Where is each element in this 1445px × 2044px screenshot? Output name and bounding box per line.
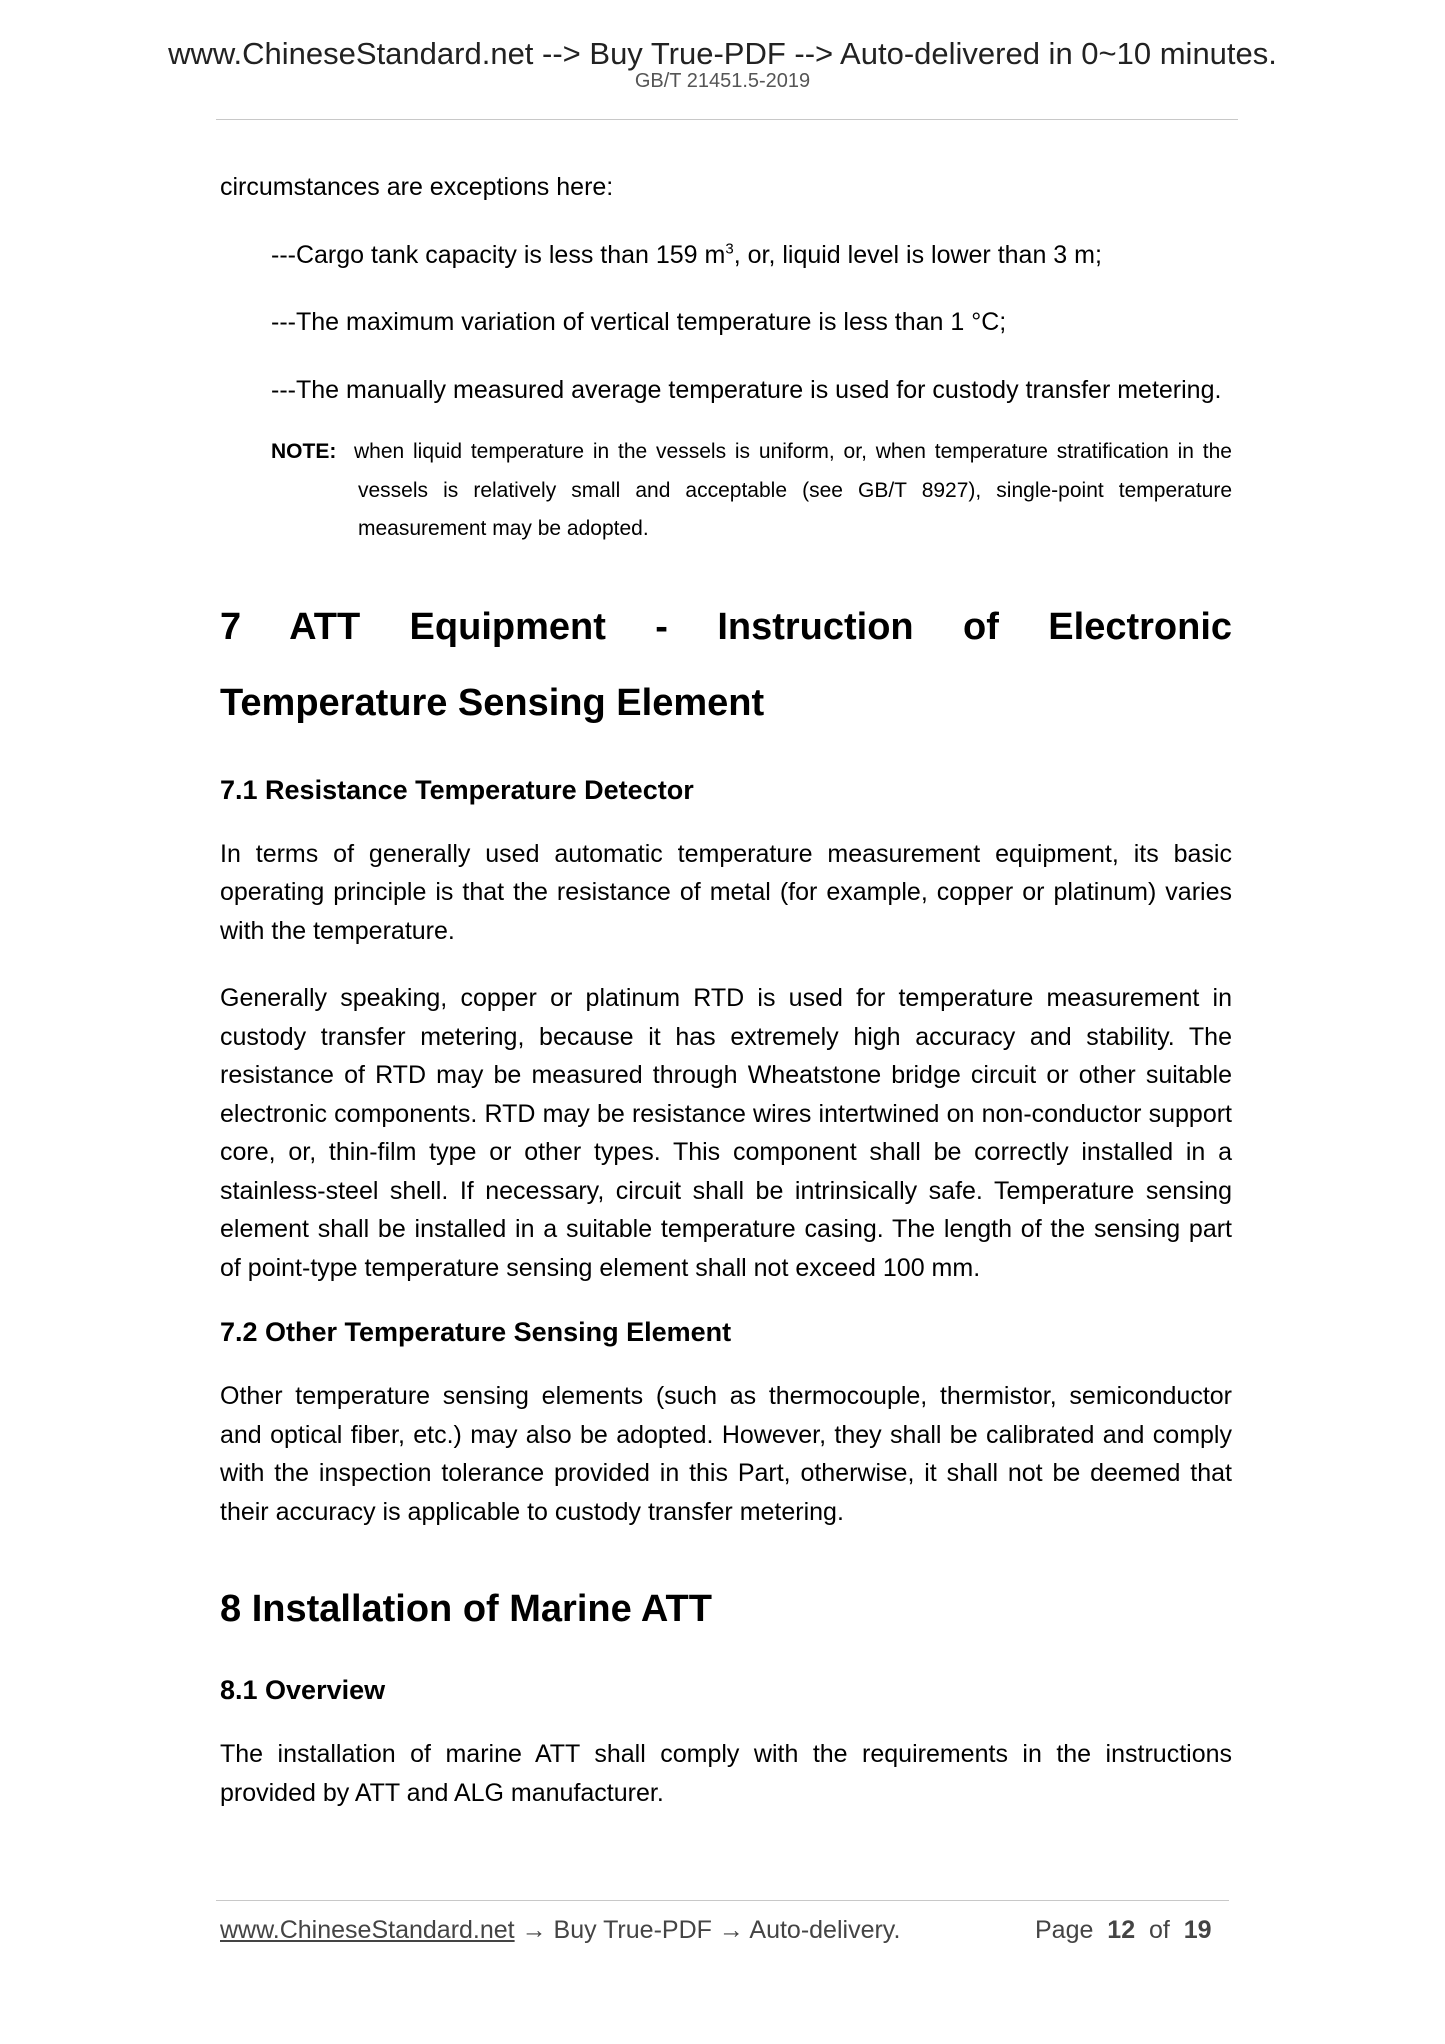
note-paragraph [220, 433, 1232, 549]
page-label: Page [1035, 1916, 1094, 1944]
intro-line: circumstances are exceptions here: [220, 173, 614, 201]
heading-word: ATT [289, 605, 361, 648]
section-8-1-title: 8.1 Overview [220, 1675, 386, 1705]
heading-word: of [963, 605, 999, 648]
section-7-title-line-2: Temperature Sensing Element [220, 681, 765, 724]
note-text: when liquid temperature in the vessels is uniform, or, when temperature stratification in the vessels is relatively small and acceptable (see GB/T 8927), single-point temperature measurement may be adopted. [353, 440, 1232, 540]
footer-tail: → Buy True-PDF → Auto-delivery. [514, 1916, 901, 1944]
exception-item-1 [220, 236, 1232, 275]
section-7-title-line-1 [220, 589, 1232, 665]
section-7-1-paragraph-2: Generally speaking, copper or platinum RTD is used for temperature measurement in custody transfer metering, because it has extremely high accuracy and stability. The resistance of RTD may be measured through Wheatstone bridge circuit or other suitable electronic components. RTD may be resistance wires intertwined on non-conductor support core, or, thin-film type or other types. This component shall be correctly installed in a stainless-steel shell. If necessary, circuit shall be intrinsically safe. Temperature sensing element shall be installed in a suitable temperature casing. The length of the sensing part of point-type temperature sensing element shall not exceed 100 mm. [220, 984, 1232, 1282]
superscript-3: 3 [725, 240, 734, 258]
exception-item-2: ---The maximum variation of vertical temperature is less than 1 °C; [271, 308, 1007, 336]
section-7-1-title: 7.1 Resistance Temperature Detector [220, 774, 694, 805]
section-7-2-paragraph-1: Other temperature sensing elements (such as thermocouple, thermistor, semiconductor and optical fiber, etc.) may also be adopted. However, they shall be calibrated and comply with the inspection tolerance provided in this Part, otherwise, it shall not be deemed that their accuracy is applicable to custody transfer metering. [220, 1382, 1232, 1526]
exception-item-3: ---The manually measured average temperature is used for custody transfer metering. [271, 375, 1222, 404]
heading-word: - [655, 605, 668, 648]
section-7-2-title: 7.2 Other Temperature Sensing Element [220, 1317, 732, 1347]
page-total: 19 [1183, 1916, 1212, 1944]
page-of: of [1149, 1916, 1170, 1944]
site-banner: www.ChineseStandard.net --> Buy True-PDF --> Auto-delivered in 0~10 minutes. [168, 36, 1277, 71]
note-label: NOTE: [271, 440, 337, 463]
section-7-1-paragraph-1: In terms of generally used automatic temperature measurement equipment, its basic operating principle is that the resistance of metal (for example, copper or platinum) varies with the temperature. [220, 839, 1232, 945]
section-8-title: 8 Installation of Marine ATT [220, 1588, 712, 1630]
heading-word: Equipment [409, 605, 606, 648]
footer-text [220, 1916, 900, 1945]
header-divider [216, 119, 1238, 120]
section-8-1-paragraph-1: The installation of marine ATT shall comply with the requirements in the instructions provided by ATT and ALG manufacturer. [220, 1740, 1232, 1807]
heading-word: Instruction [717, 605, 914, 648]
heading-word: 7 [220, 605, 242, 648]
footer-link[interactable]: www.ChineseStandard.net [220, 1916, 515, 1944]
exception-item-1-text: ---Cargo tank capacity is less than 159 m [271, 240, 726, 269]
page-content [220, 168, 1232, 1812]
page-current: 12 [1107, 1916, 1136, 1944]
page-number [1035, 1916, 1212, 1945]
exception-item-1-rest: , or, liquid level is lower than 3 m; [733, 240, 1102, 269]
heading-word: Electronic [1048, 605, 1233, 648]
footer-divider [216, 1900, 1229, 1901]
document-id: GB/T 21451.5-2019 [634, 70, 811, 92]
